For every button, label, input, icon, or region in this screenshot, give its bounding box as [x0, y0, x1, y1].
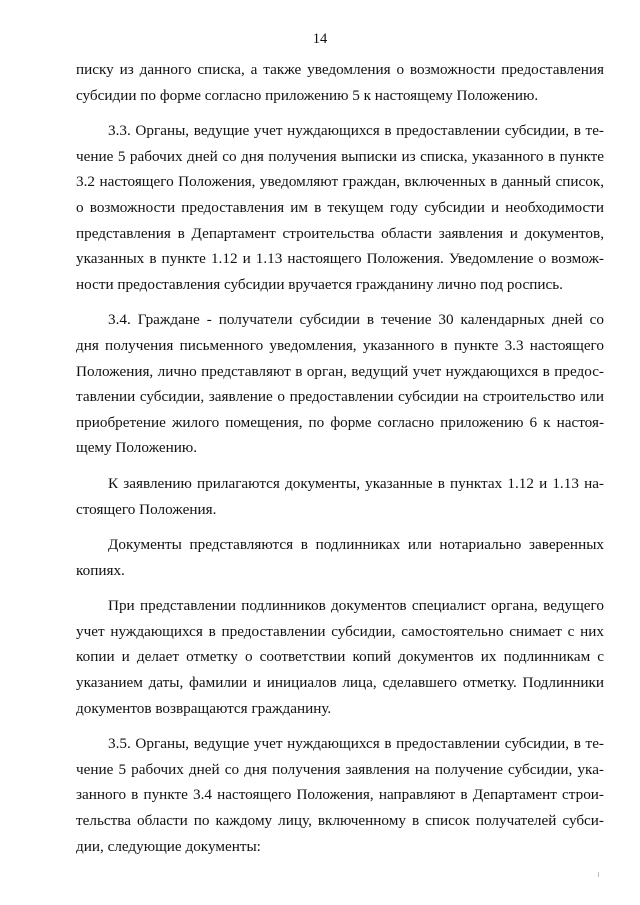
text-line: приобретение жилого помещения, по форме согласно приложению 6 к настоя- — [76, 413, 604, 431]
text-line: указанием даты, фамилии и инициалов лица, сделавшего отметку. Подлинники — [76, 674, 604, 692]
text-line: указанных в пункте 1.12 и 1.13 настоящего Положения. Уведомление о возмож- — [76, 250, 604, 268]
text-line: Документы представляются в подлинниках или нотариально заверенных — [108, 536, 604, 554]
page-number: 14 — [312, 31, 328, 47]
text-line: Положения, лично представляют в орган, ведущий учет нуждающихся в предос- — [76, 362, 604, 380]
text-line: копиях. — [76, 561, 125, 579]
text-line: щему Положению. — [76, 439, 198, 457]
paragraph-originals — [76, 532, 604, 583]
text-line: 3.3. Органы, ведущие учет нуждающихся в предоставлении субсидии, в те- — [108, 122, 604, 140]
text-line: дии, следующие документы: — [76, 837, 261, 855]
text-line: о возможности предоставления им в текущем году субсидии и необходимости — [76, 198, 604, 216]
text-line: тельства области по каждому лицу, включенному в список получателей субси- — [76, 812, 604, 830]
paragraph-continuation — [76, 57, 604, 108]
text-line: При представлении подлинников документов специалист органа, ведущего — [108, 597, 604, 615]
text-line: дня получения письменного уведомления, указанного в пункте 3.3 настоящего — [76, 336, 604, 354]
text-line: учет нуждающихся в предоставлении субсидии, самостоятельно снимает с них — [76, 622, 604, 640]
text-line: К заявлению прилагаются документы, указанные в пунктах 1.12 и 1.13 на- — [108, 474, 604, 492]
paragraph-attachments — [76, 471, 604, 522]
text-line: тавлении субсидии, заявление о предоставлении субсидии на строительство или — [76, 388, 604, 406]
text-line: ности предоставления субсидии вручается гражданину лично под роспись. — [76, 275, 563, 293]
text-line: стоящего Положения. — [76, 500, 217, 518]
text-line: 3.4. Граждане - получатели субсидии в течение 30 календарных дней со — [108, 311, 604, 329]
paragraph-3-3 — [76, 118, 604, 297]
text-line: документов возвращаются гражданину. — [76, 699, 332, 717]
text-line: занного в пункте 3.4 настоящего Положения, направляют в Департамент строи- — [76, 786, 604, 804]
text-line: писку из данного списка, а также уведомления о возможности предоставления — [76, 61, 604, 78]
text-line: чение 5 рабочих дней со дня получения выписки из списка, указанного в пункте — [76, 147, 604, 165]
text-line: представления в Департамент строительства области заявления и документов, — [76, 224, 604, 242]
text-line: чение 5 рабочих дней со дня получения заявления на получение субсидии, ука- — [76, 760, 604, 778]
text-line: 3.5. Органы, ведущие учет нуждающихся в предоставлении субсидии, в те- — [108, 735, 604, 753]
document-body — [76, 57, 604, 869]
paragraph-3-5 — [76, 731, 604, 859]
paragraph-copies — [76, 593, 604, 721]
scan-artifact-mark — [598, 872, 599, 877]
text-line: копии и делает отметку о соответствии копий документов их подлинникам с — [76, 648, 604, 666]
paragraph-3-4 — [76, 307, 604, 461]
text-line: 3.2 настоящего Положения, уведомляют граждан, включенных в данный список, — [76, 173, 604, 191]
text-line: субсидии по форме согласно приложению 5 к настоящему Положению. — [76, 86, 539, 104]
